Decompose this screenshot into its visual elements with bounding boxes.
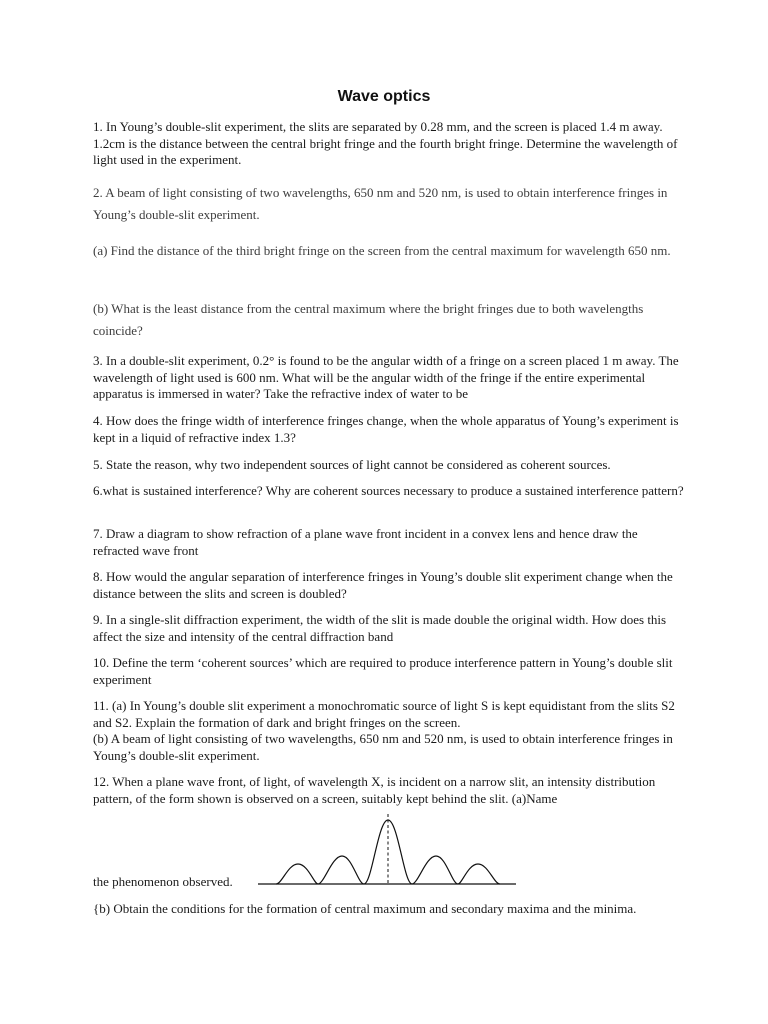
- page-title: Wave optics: [337, 88, 431, 105]
- question-2: 2. A beam of light consisting of two wavelengths, 650 nm and 520 nm, is used to obtain interference fringes in Young’s double-slit experiment.: [93, 185, 668, 222]
- question-5: 5. State the reason, why two independent sources of light cannot be considered as coherent sources.: [93, 457, 611, 472]
- question-6: 6.what is sustained interference? Why are coherent sources necessary to produce a sustained interference pattern?: [93, 483, 684, 498]
- secondary-maximum-left-1: [318, 856, 364, 884]
- question-12b: {b) Obtain the conditions for the formation of central maximum and secondary maxima and the minima.: [93, 901, 637, 916]
- question-8: 8. How would the angular separation of interference fringes in Young’s double slit experiment change when the distance between the slits and screen is doubled?: [93, 569, 673, 601]
- question-11b: (b) A beam of light consisting of two wavelengths, 650 nm and 520 nm, is used to obtain interference fringes in Young’s double-slit experiment.: [93, 731, 673, 763]
- question-7: 7. Draw a diagram to show refraction of a plane wave front incident in a convex lens and hence draw the refracted wave front: [93, 526, 638, 558]
- question-12: 12. When a plane wave front, of light, of wavelength X, is incident on a narrow slit, an intensity distribution pattern, of the form shown is observed on a screen, suitably kept behind the slit. (a)Name: [93, 774, 656, 806]
- question-2b: (b) What is the least distance from the central maximum where the bright fringes due to both wavelengths coincide?: [93, 301, 644, 338]
- question-2a: (a) Find the distance of the third bright fringe on the screen from the central maximum for wavelength 650 nm.: [93, 243, 671, 258]
- diffraction-pattern-figure: [258, 812, 518, 888]
- question-12-tail: the phenomenon observed.: [93, 874, 233, 889]
- secondary-maximum-right-1: [412, 856, 458, 884]
- question-10: 10. Define the term ‘coherent sources’ which are required to produce interference pattern in Young’s double slit experiment: [93, 655, 673, 687]
- question-1: 1. In Young’s double-slit experiment, the slits are separated by 0.28 mm, and the screen is placed 1.4 m away. 1.2cm is the distance between the central bright fringe and the fourth bright fringe. Determine the wavelength of light used in the experiment.: [93, 119, 678, 167]
- question-9: 9. In a single-slit diffraction experiment, the width of the slit is made double the original width. How does this affect the size and intensity of the central diffraction band: [93, 612, 667, 644]
- question-3: 3. In a double-slit experiment, 0.2° is found to be the angular width of a fringe on a screen placed 1 m away. The wavelength of light used is 600 nm. What will be the angular width of the fringe if the entire experimental apparatus is immersed in water? Take the refractive index of water to be: [93, 353, 679, 401]
- secondary-maximum-right-2: [458, 864, 500, 884]
- question-4: 4. How does the fringe width of interference fringes change, when the whole apparatus of Young’s experiment is kept in a liquid of refractive index 1.3?: [93, 413, 679, 445]
- secondary-maximum-left-2: [276, 864, 318, 884]
- central-maximum: [364, 820, 412, 884]
- question-11a: 11. (a) In Young’s double slit experiment a monochromatic source of light S is kept equidistant from the slits S2 and S2. Explain the formation of dark and bright fringes on the screen.: [93, 698, 675, 730]
